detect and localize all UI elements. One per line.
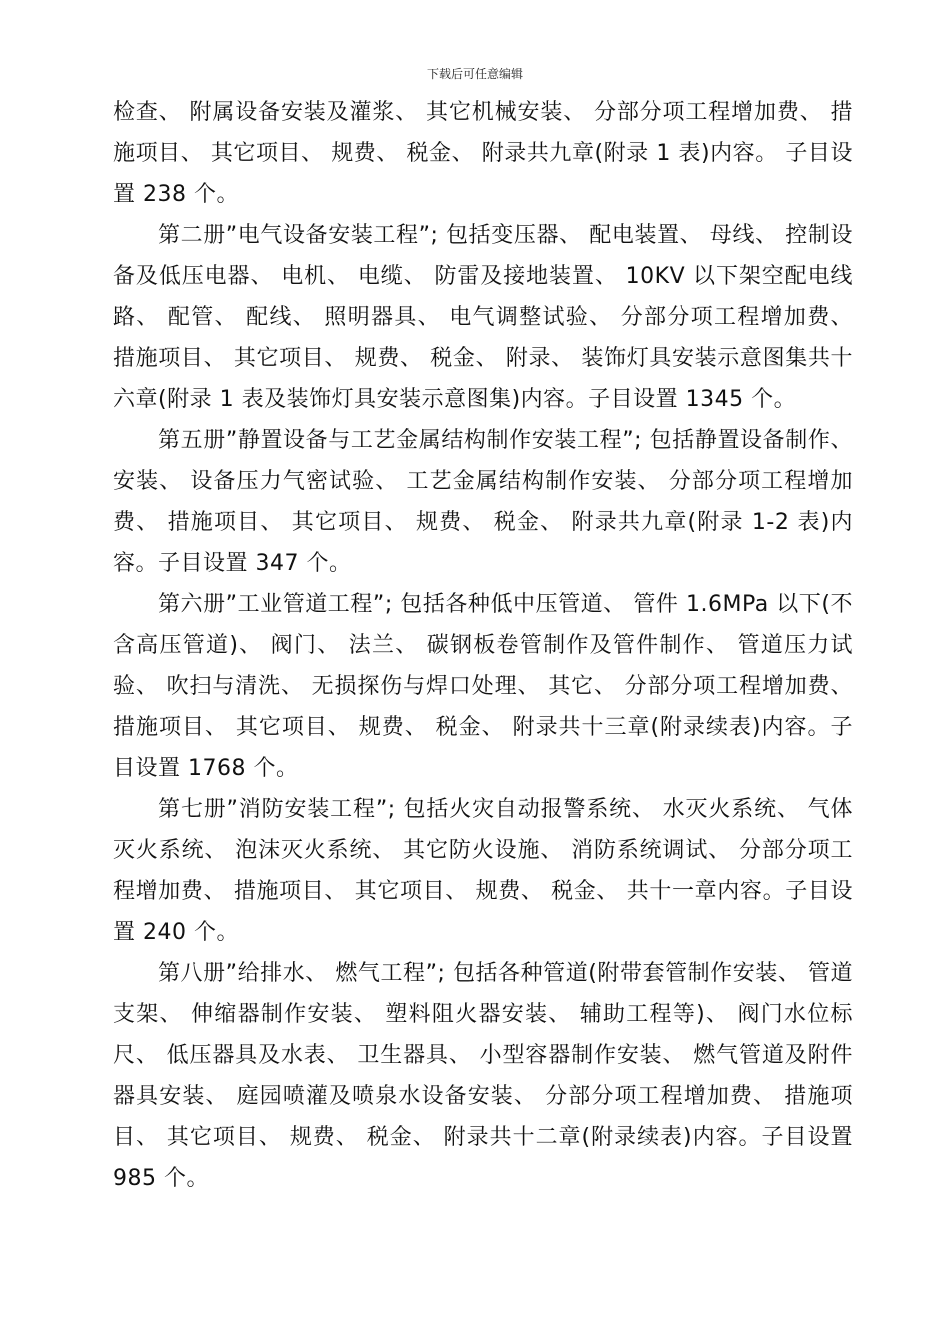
paragraph-volume-2: 第二册”电气设备安装工程”; 包括变压器、 配电装置、 母线、 控制设备及低压电器、 电机、 电缆、 防雷及接地装置、 10KV 以下架空配电线路、 配管、 配线、 照明器具、 电气调整试验、 分部分项工程增加费、 措施项目、 其它项目、 规费、 税金、 附录、 装饰灯具安装示意图集共十六章(附录 1 表及装饰灯具安装示意图集)内容。子目设置 1345 个。 xyxy=(113,223,853,412)
document-body xyxy=(113,92,853,1199)
paragraph-volume-5: 第五册”静置设备与工艺金属结构制作安装工程”; 包括静置设备制作、 安装、 设备压力气密试验、 工艺金属结构制作安装、 分部分项工程增加费、 措施项目、 其它项目、 规费、 税金、 附录共九章(附录 1-2 表)内容。子目设置 347 个。 xyxy=(113,428,853,576)
paragraph-volume-7: 第七册”消防安装工程”; 包括火灾自动报警系统、 水灭火系统、 气体灭火系统、 泡沫灭火系统、 其它防火设施、 消防系统调试、 分部分项工程增加费、 措施项目、 其它项目、 规费、 税金、 共十一章内容。子目设置 240 个。 xyxy=(113,797,853,945)
paragraph-continuation: 检查、 附属设备安装及灌浆、 其它机械安装、 分部分项工程增加费、 措施项目、 其它项目、 规费、 税金、 附录共九章(附录 1 表)内容。 子目设置 238 个。 xyxy=(113,100,853,207)
paragraph-volume-8: 第八册”给排水、 燃气工程”; 包括各种管道(附带套管制作安装、 管道支架、 伸缩器制作安装、 塑料阻火器安装、 辅助工程等)、 阀门水位标尺、 低压器具及水表、 卫生器具、 小型容器制作安装、 燃气管道及附件器具安装、 庭园喷灌及喷泉水设备安装、 分部分项工程增加费、 措施项目、 其它项目、 规费、 税金、 附录共十二章(附录续表)内容。子目设置 985 个。 xyxy=(113,961,853,1191)
page-header-note: 下载后可任意编辑 xyxy=(426,67,523,81)
paragraph-volume-6: 第六册”工业管道工程”; 包括各种低中压管道、 管件 1.6MPa 以下(不含高压管道)、 阀门、 法兰、 碳钢板卷管制作及管件制作、 管道压力试验、 吹扫与清洗、 无损探伤与焊口处理、 其它、 分部分项工程增加费、 措施项目、 其它项目、 规费、 税金、 附录共十三章(附录续表)内容。子目设置 1768 个。 xyxy=(113,592,853,781)
